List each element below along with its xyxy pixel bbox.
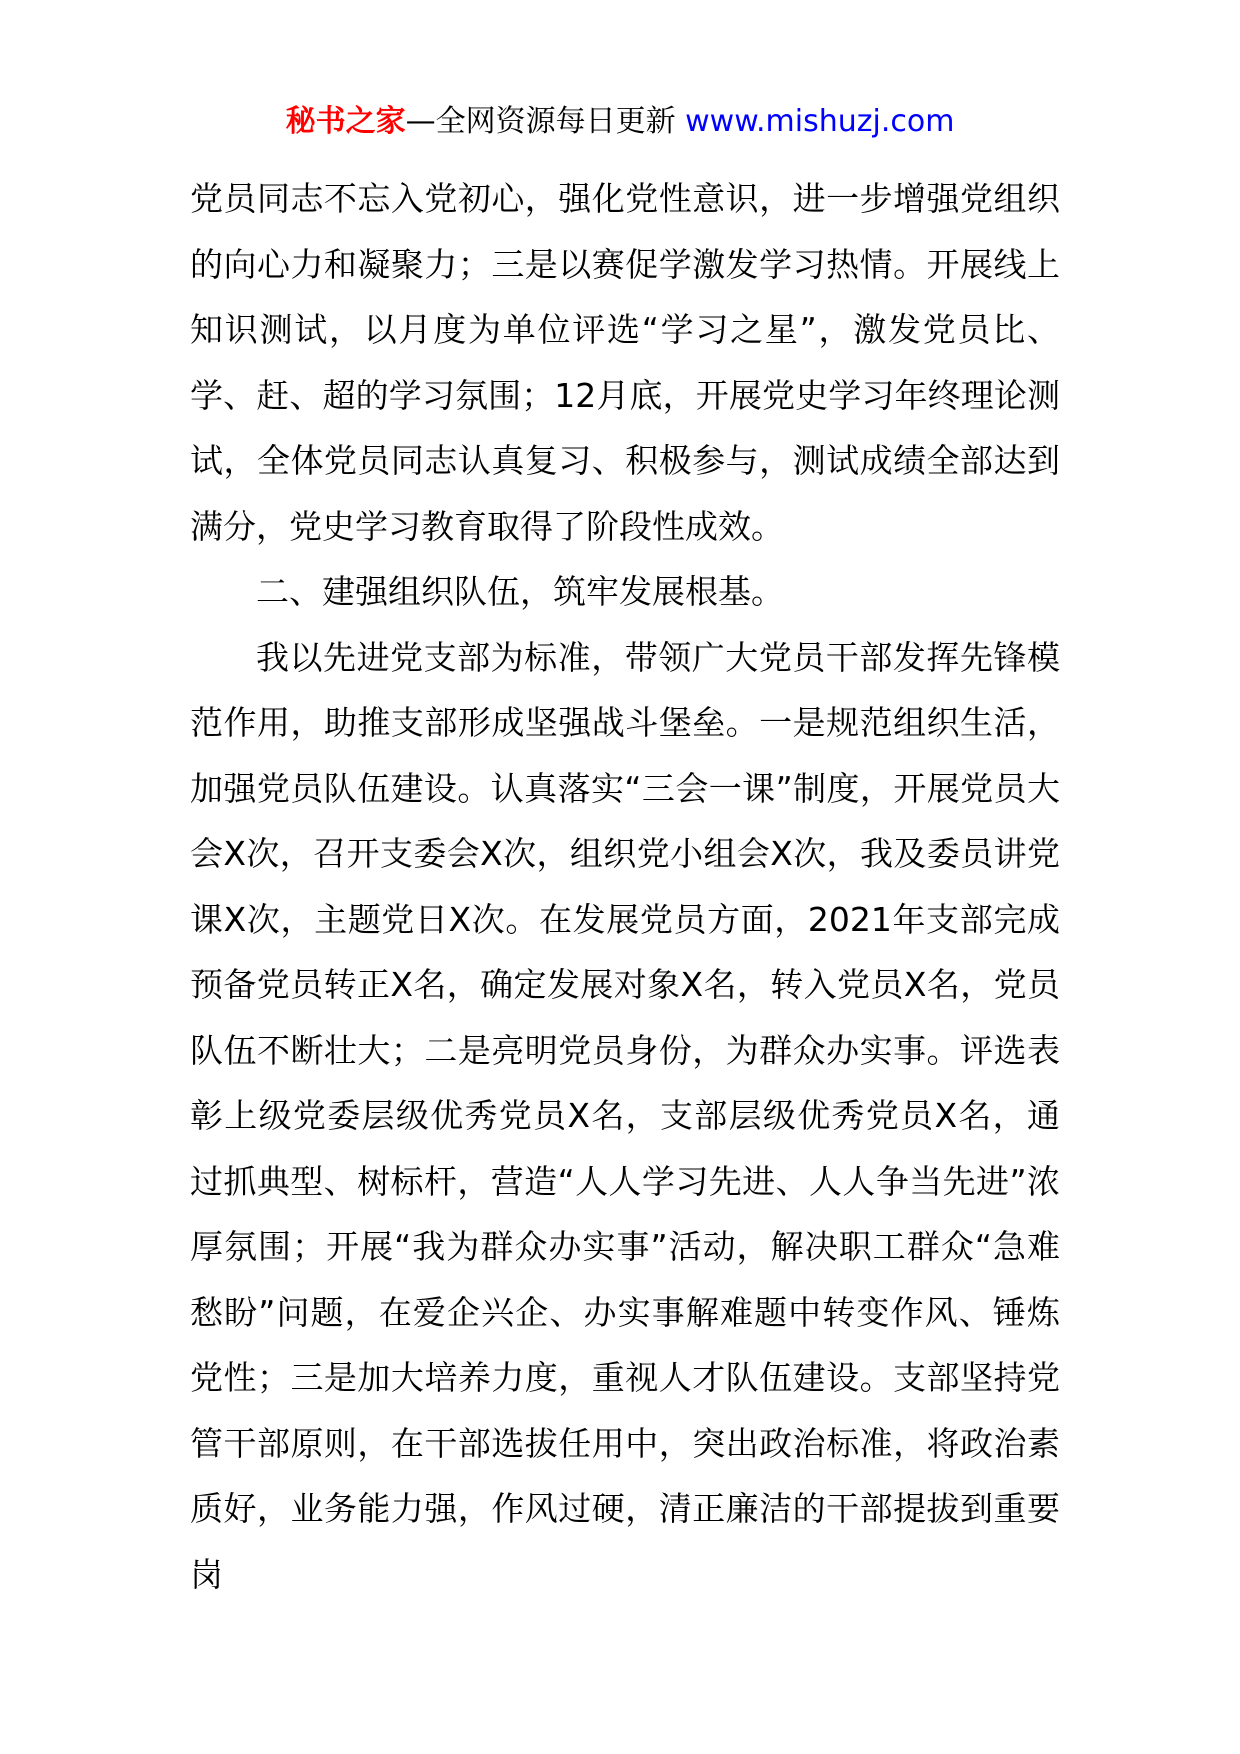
site-brand: 秘书之家 xyxy=(285,104,406,139)
site-header xyxy=(0,102,1240,142)
paragraph-section-2-body: 我以先进党支部为标准，带领广大党员干部发挥先锋模范作用，助推支部形成坚强战斗堡垒。一是规范组织生活，加强党员队伍建设。认真落实“三会一课”制度，开展党员大会X次，召开支委会X次，组织党小组会X次，我及委员讲党课X次，主题党日X次。在发展党员方面，2021年支部完成预备党员转正X名，确定发展对象X名，转入党员X名，党员队伍不断壮大；二是亮明党员身份，为群众办实事。评选表彰上级党委层级优秀党员X名，支部层级优秀党员X名，通过抓典型、树标杆，营造“人人学习先进、人人争当先进”浓厚氛围；开展“我为群众办实事”活动，解决职工群众“急难愁盼”问题，在爱企兴企、办实事解难题中转变作风、锤炼党性；三是加大培养力度，重视人才队伍建设。支部坚持党管干部原则，在干部选拔任用中，突出政治标准，将政治素质好，业务能力强，作风过硬，清正廉洁的干部提拔到重要岗 xyxy=(190,637,1060,1594)
site-url-link[interactable]: www.mishuzj.com xyxy=(685,104,955,139)
site-tagline: —全网资源每日更新 xyxy=(405,104,676,139)
document-body xyxy=(190,166,1060,1607)
section-heading-2: 二、建强组织队伍，筑牢发展根基。 xyxy=(256,572,784,611)
paragraph-continuation: 党员同志不忘入党初心，强化党性意识，进一步增强党组织的向心力和凝聚力；三是以赛促学激发学习热情。开展线上知识测试，以月度为单位评选“学习之星”，激发党员比、学、赶、超的学习氛围；12月底，开展党史学习年终理论测试，全体党员同志认真复习、积极参与，测试成绩全部达到满分，党史学习教育取得了阶段性成效。 xyxy=(190,179,1060,546)
